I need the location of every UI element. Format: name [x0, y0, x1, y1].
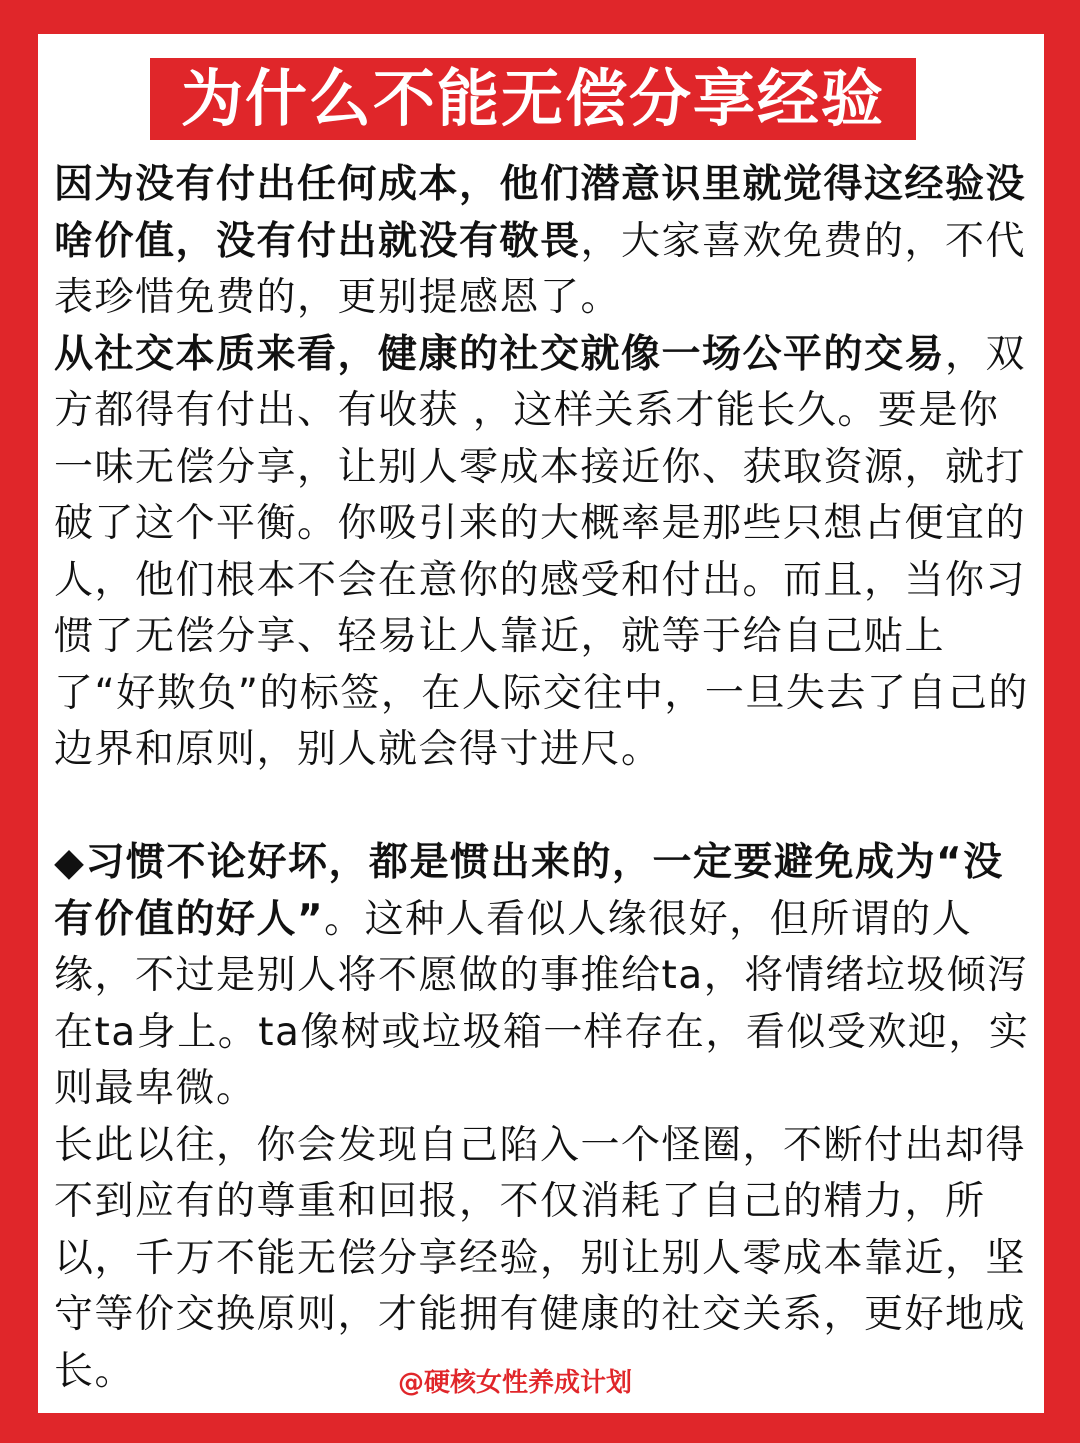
paragraph-2 — [54, 327, 1034, 779]
paragraph-3-text: 。这种人看似人缘很好，但所谓的人缘，不过是别人将不愿做的事推给ta，将情绪垃圾倾泻在ta身上。ta像树或垃圾箱一样存在，看似受欢迎，实则最卑微。 — [54, 896, 1030, 1111]
paragraph-3-bold: ◆习惯不论好坏，都是惯出来的，一定要避免成为“没有价值的好人” — [54, 840, 1004, 942]
author-watermark: @硬核女性养成计划 — [398, 1368, 633, 1398]
paragraph-2-bold: 从社交本质来看，健康的社交就像一场公平的交易 — [54, 331, 946, 377]
paragraph-1-bold: 因为没有付出任何成本，他们潜意识里就觉得这经验没啥价值，没有付出就没有敬畏 — [54, 162, 1027, 264]
paragraph-1 — [54, 157, 1034, 327]
page-title: 为什么不能无偿分享经验 — [150, 58, 916, 140]
paragraph-2-text: ，双方都得有付出、有收获 ，这样关系才能长久。要是你一味无偿分享，让别人零成本接近你、获取资源，就打破了这个平衡。你吸引来的大概率是那些只想占便宜的人，他们根本不会在意你的感受和付出。而且，当你习惯了无偿分享、轻易让人靠近，就等于给自己贴上了“好欺负”的标签，在人际交往中，一旦失去了自己的边界和原则，别人就会得寸进尺。 — [54, 331, 1029, 772]
paragraph-3 — [54, 835, 1034, 1118]
paragraph-4: 长此以往，你会发现自己陷入一个怪圈，不断付出却得不到应有的尊重和回报，不仅消耗了自己的精力，所以，千万不能无偿分享经验，别让别人零成本靠近，坚守等价交换原则，才能拥有健康的社交关系，更好地成长。 — [54, 1122, 1027, 1394]
paragraph-gap — [54, 779, 1034, 836]
paragraph-1-text: ，大家喜欢免费的，不代表珍惜免费的，更别提感恩了。 — [54, 218, 1027, 320]
article-body — [54, 157, 1034, 1400]
